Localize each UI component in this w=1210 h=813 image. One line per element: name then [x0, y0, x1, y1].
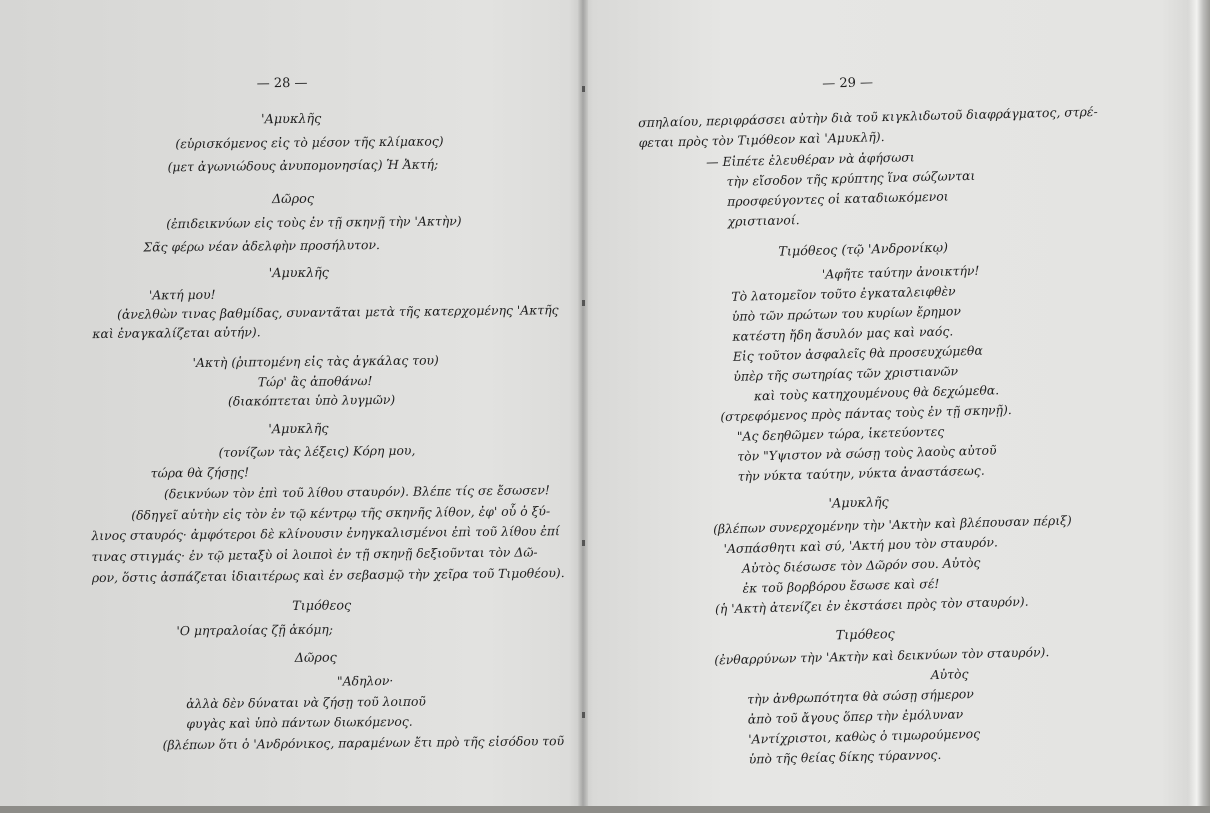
verse-line: τὴν ἀνθρωπότητα θὰ σώσῃ σήμερον	[747, 686, 974, 707]
verse-line: 'Ακτή μου!	[148, 286, 216, 303]
verse-line: (δεικνύων τὸν ἐπὶ τοῦ λίθου σταυρόν). Βλέπε τίς σε ἔσωσεν!	[163, 482, 550, 502]
stage-direction: (εὑρισκόμενος εἰς τὸ μέσον τῆς κλίμακος)	[175, 133, 444, 152]
speaker-name: Δῶρος	[294, 650, 337, 666]
verse-line: 'Αφῆτε ταύτην ἀνοικτήν!	[821, 262, 980, 282]
verse-line: τὸν "Υψιστον νὰ σώσῃ τοὺς λαοὺς αὐτοῦ	[737, 442, 997, 464]
stage-direction: (στρεφόμενος πρὸς πάντας τοὺς ἐν τῇ σκηνῇ).	[720, 402, 1012, 425]
speaker-name: 'Αμυκλῆς	[268, 421, 329, 438]
stage-direction: (βλέπων ὅτι ὁ 'Ανδρόνικος, παραμένων ἔτι πρὸ τῆς εἰσόδου τοῦ	[162, 733, 565, 753]
verse-line: ἀλλὰ δὲν δύναται νὰ ζήσῃ τοῦ λοιποῦ	[186, 693, 427, 712]
stage-direction: ρον, ὅστις ἀσπάζεται ἰδιαιτέρως καὶ ἐν σεβασμῷ τὴν χεῖρα τοῦ Τιμοθέου).	[91, 565, 565, 586]
stage-direction: (ἐπιδεικνύων εἰς τοὺς ἐν τῇ σκηνῇ τὴν 'Ακτὴν)	[166, 213, 462, 232]
verse-line: ἀπὸ τοῦ ἄγους ὅπερ τὴν ἐμόλυναν	[747, 706, 964, 727]
verse-line: Τὸ λατομεῖον τοῦτο ἐγκαταλειφθὲν	[731, 283, 956, 304]
verse-line: "Ας δεηθῶμεν τώρα, ἱκετεύοντες	[736, 423, 945, 444]
stage-direction: (βλέπων συνερχομένην τὴν 'Ακτὴν καὶ βλέπουσαν πέριξ)	[712, 512, 1072, 537]
stage-direction: καὶ ἐναγκαλίζεται αὐτήν).	[92, 324, 261, 342]
binding-stitch	[582, 300, 585, 306]
verse-line: 'Αντίχριστοι, καθὼς ὁ τιμωρούμενος	[748, 725, 981, 747]
verse-line: 'Ο μητραλοίας ζῇ ἀκόμη;	[176, 621, 334, 639]
stage-direction: (ἀνελθὼν τινας βαθμίδας, συναντᾶται μετὰ τῆς κατερχομένης 'Ακτῆς	[117, 302, 559, 322]
verse-line: τὴν εἴσοδον τῆς κρύπτης ἵνα σώζωνται	[726, 167, 976, 189]
speaker-line: 'Ακτὴ (ῥιπτομένη εἰς τὰς ἀγκάλας του)	[192, 352, 439, 371]
verse-line: Σᾶς φέρω νέαν ἀδελφὴν προσήλυτον.	[143, 237, 380, 255]
stage-direction: (ἐνθαρρύνων τὴν 'Ακτὴν καὶ δεικνύων τὸν σταυρόν).	[714, 644, 1050, 668]
speaker-line: Τιμόθεος (τῷ 'Ανδρονίκῳ)	[778, 240, 949, 260]
speaker-name: Δῶρος	[271, 191, 315, 208]
stage-direction: σπηλαίου, περιφράσσει αὐτὴν διὰ τοῦ κιγκλιδωτοῦ διαφράγματος, στρέ-	[637, 103, 1098, 131]
stage-direction: λινος σταυρός· ἀμφότεροι δὲ κλίνουσιν ἐνηγκαλισμένοι ἐπὶ τοῦ λίθου ἐπί	[91, 523, 560, 544]
verse-line: κατέστη ἤδη ἄσυλόν μας καὶ ναός.	[732, 323, 954, 344]
speaker-name: 'Αμυκλῆς	[828, 495, 889, 512]
verse-line: καὶ τοὺς κατηχουμένους θὰ δεχώμεθα.	[753, 382, 1000, 404]
verse-line: Τώρ' ἂς ἀποθάνω!	[257, 373, 373, 390]
stage-direction: (διακόπτεται ὑπὸ λυγμῶν)	[227, 391, 396, 409]
verse-line: χριστιανοί.	[727, 212, 800, 229]
verse-line: ὑπὲρ τῆς σωτηρίας τῶν χριστιανῶν	[733, 363, 959, 384]
verse-line: Εἰς τοῦτον ἀσφαλεῖς θὰ προσευχώμεθα	[732, 342, 983, 364]
stage-direction: (ἡ 'Ακτὴ ἀτενίζει ἐν ἐκστάσει πρὸς τὸν σταυρόν).	[714, 593, 1029, 617]
verse-line: φυγὰς καὶ ὑπὸ πάντων διωκόμενος.	[186, 713, 413, 732]
verse-line: προσφεύγοντες οἱ καταδιωκόμενοι	[726, 188, 949, 209]
speaker-name: 'Αμυκλῆς	[260, 111, 322, 128]
right-page	[580, 0, 1200, 813]
verse-line: ἐκ τοῦ βορβόρου ἔσωσε καὶ σέ!	[742, 575, 940, 596]
verse-line: (τονίζων τὰς λέξεις) Κόρη μου,	[218, 442, 416, 460]
verse-line: Αὐτὸς	[930, 666, 969, 683]
binding-stitch	[582, 540, 585, 546]
speaker-name: Τιμόθεος	[835, 626, 895, 644]
stage-direction: (δδηγεῖ αὐτὴν εἰς τὸν ἐν τῷ κέντρῳ τῆς σκηνῆς λίθον, ἐφ' οὗ ὁ ξύ-	[131, 503, 551, 523]
verse-line: ὑπὸ τῶν πρώτων του κυρίων ἔρημον	[731, 303, 962, 324]
speaker-name: Τιμόθεος	[292, 598, 352, 614]
verse-line: — Εἰπέτε ἐλευθέραν νὰ ἀφήσωσι	[705, 149, 915, 170]
verse-line: τώρα θὰ ζήσῃς!	[150, 464, 250, 481]
verse-line: (μετ ἀγωνιώδους ἀνυπομονησίας) Ἡ Ἀκτή;	[167, 156, 439, 175]
verse-line: τὴν νύκτα ταύτην, νύκτα ἀναστάσεως.	[737, 462, 985, 484]
page-number: — 29 —	[822, 75, 874, 92]
speaker-name: 'Αμυκλῆς	[268, 265, 329, 282]
page-number: — 28 —	[256, 75, 308, 92]
verse-line: "Αδηλον·	[336, 672, 394, 689]
stage-direction: φεται πρὸς τὸν Τιμόθεον καὶ 'Αμυκλῆ).	[638, 129, 885, 151]
verse-line: Αὐτὸς διέσωσε τὸν Δῶρόν σου. Αὐτὸς	[741, 554, 981, 576]
verse-line: ὑπὸ τῆς θείας δίκης τύραννος.	[748, 746, 942, 767]
stage-direction: τινας στιγμάς· ἐν τῷ μεταξὺ οἱ λοιποὶ ἐν τῇ σκηνῇ δεξιοῦνται τὸν Δῶ-	[91, 544, 538, 565]
left-page	[0, 0, 584, 809]
verse-line: 'Ασπάσθητι καὶ σύ, 'Ακτή μου τὸν σταυρόν.	[723, 534, 999, 557]
